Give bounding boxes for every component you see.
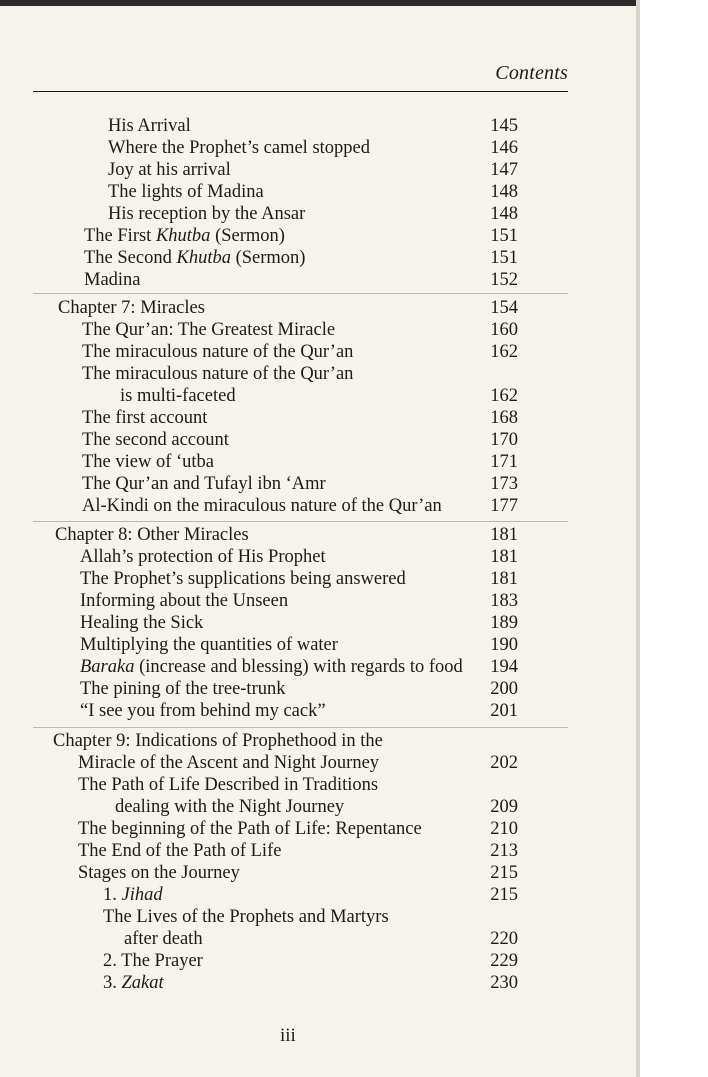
toc-chapter-title: Chapter 9: Indications of Prophethood in the bbox=[53, 731, 383, 751]
toc-entry-title: The Qur’an and Tufayl ibn ‘Amr bbox=[82, 474, 326, 494]
title-part: The Second bbox=[84, 248, 177, 268]
toc-entry-title: The End of the Path of Life bbox=[78, 841, 282, 861]
title-part: (Sermon) bbox=[210, 226, 285, 246]
toc-entry-page: 190 bbox=[490, 635, 518, 655]
title-italic-part: Khutba bbox=[155, 226, 211, 246]
toc-entry-page: 162 bbox=[490, 386, 518, 406]
toc-entry-title: is multi-faceted bbox=[120, 386, 236, 406]
toc-entry-page: 160 bbox=[490, 320, 518, 340]
toc-entry-title: The pining of the tree-trunk bbox=[80, 679, 286, 699]
title-italic-part: Baraka bbox=[80, 657, 135, 677]
running-head: Contents bbox=[495, 62, 568, 84]
toc-entry-page: 215 bbox=[490, 863, 518, 883]
toc-entry-page: 168 bbox=[490, 408, 518, 428]
title-italic-part: Zakat bbox=[121, 973, 164, 993]
toc-entry-title bbox=[84, 225, 285, 247]
toc-entry-page: 171 bbox=[490, 452, 518, 472]
toc-entry-title: The Lives of the Prophets and Martyrs bbox=[103, 907, 389, 927]
toc-chapter-title: Chapter 7: Miracles bbox=[58, 298, 205, 318]
toc-entry-title: The Qur’an: The Greatest Miracle bbox=[82, 320, 336, 340]
toc-entry-title: The miraculous nature of the Qur’an bbox=[82, 342, 354, 362]
toc-entry-page: 183 bbox=[490, 591, 518, 611]
toc-entry-title: dealing with the Night Journey bbox=[115, 797, 345, 817]
toc-entry-title: “I see you from behind my cack” bbox=[80, 701, 326, 721]
toc-entry-title: The Prophet’s supplications being answered bbox=[80, 569, 406, 589]
toc-entry-page: 146 bbox=[490, 138, 518, 158]
toc-entry-page: 162 bbox=[490, 342, 518, 362]
toc-entry-title: The Path of Life Described in Traditions bbox=[78, 775, 379, 795]
toc-entry-title bbox=[103, 972, 164, 994]
title-part: (increase and blessing) with regards to food bbox=[134, 657, 463, 677]
toc-entry-page: 220 bbox=[490, 929, 518, 949]
toc-entry-title: His reception by the Ansar bbox=[108, 204, 306, 224]
section-divider bbox=[33, 293, 568, 294]
toc-entry-page: 189 bbox=[490, 613, 518, 633]
toc-entry-title: Joy at his arrival bbox=[108, 160, 231, 180]
toc-entry-title: The second account bbox=[82, 430, 229, 450]
toc-entry-page: 151 bbox=[490, 226, 518, 246]
toc-entry-title: Stages on the Journey bbox=[78, 863, 240, 883]
section-divider bbox=[33, 727, 568, 728]
title-part: 3. bbox=[103, 973, 122, 993]
toc-entry-page: 181 bbox=[490, 569, 518, 589]
page-top-edge bbox=[0, 0, 640, 6]
page-number: iii bbox=[280, 1025, 296, 1046]
toc-entry-title: Multiplying the quantities of water bbox=[80, 635, 338, 655]
toc-entry-page: 213 bbox=[490, 841, 518, 861]
toc-entry-title: Madina bbox=[84, 270, 141, 290]
toc-entry-page: 200 bbox=[490, 679, 518, 699]
toc-entry-page: 177 bbox=[490, 496, 518, 516]
toc-entry-title: The beginning of the Path of Life: Repentance bbox=[78, 819, 422, 839]
toc-entry-page: 215 bbox=[490, 885, 518, 905]
toc-entry-title bbox=[103, 884, 163, 906]
toc-entry-title: Allah’s protection of His Prophet bbox=[80, 547, 326, 567]
toc-entry-title: Healing the Sick bbox=[80, 613, 204, 633]
toc-entry-page: 201 bbox=[490, 701, 518, 721]
toc-entry-page: 209 bbox=[490, 797, 518, 817]
section-divider bbox=[33, 521, 568, 522]
toc-entry-page: 147 bbox=[490, 160, 518, 180]
title-italic-part: Jihad bbox=[121, 885, 163, 905]
toc-entry-title: The first account bbox=[82, 408, 208, 428]
toc-entry-page: 148 bbox=[490, 182, 518, 202]
toc-entry-page: 170 bbox=[490, 430, 518, 450]
toc-entry-title bbox=[84, 247, 305, 269]
toc-entry-page: 181 bbox=[490, 525, 518, 545]
toc-entry-page: 194 bbox=[490, 657, 518, 677]
toc-entry-page: 151 bbox=[490, 248, 518, 268]
page-right-edge bbox=[636, 0, 640, 1077]
toc-entry-title: Al-Kindi on the miraculous nature of the Qur’an bbox=[82, 496, 442, 516]
toc-entry-page: 181 bbox=[490, 547, 518, 567]
toc-entry-page: 210 bbox=[490, 819, 518, 839]
header-rule bbox=[33, 91, 568, 92]
title-part: 1. bbox=[103, 885, 122, 905]
toc-entry-page: 145 bbox=[490, 116, 518, 136]
toc-chapter-title: Chapter 8: Other Miracles bbox=[55, 525, 249, 545]
toc-entry-page: 152 bbox=[490, 270, 518, 290]
toc-entry-title: Where the Prophet’s camel stopped bbox=[108, 138, 370, 158]
toc-entry-title: The lights of Madina bbox=[108, 182, 264, 202]
toc-entry-title: Informing about the Unseen bbox=[80, 591, 289, 611]
toc-entry-title: The miraculous nature of the Qur’an bbox=[82, 364, 354, 384]
toc-entry-page: 148 bbox=[490, 204, 518, 224]
toc-entry-title: after death bbox=[124, 929, 203, 949]
toc-entry-title bbox=[80, 656, 463, 678]
toc-entry-title: The view of ‘utba bbox=[82, 452, 215, 472]
toc-entry-title: 2. The Prayer bbox=[103, 951, 203, 971]
toc-entry-title: His Arrival bbox=[108, 116, 191, 136]
title-italic-part: Khutba bbox=[176, 248, 231, 268]
toc-entry-page: 154 bbox=[490, 298, 518, 318]
toc-entry-page: 229 bbox=[490, 951, 518, 971]
toc-chapter-title: Miracle of the Ascent and Night Journey bbox=[78, 753, 380, 773]
toc-entry-page: 173 bbox=[490, 474, 518, 494]
toc-entry-page: 230 bbox=[490, 973, 518, 993]
title-part: The First bbox=[84, 226, 156, 246]
toc-entry-page: 202 bbox=[490, 753, 518, 773]
title-part: (Sermon) bbox=[230, 248, 306, 268]
